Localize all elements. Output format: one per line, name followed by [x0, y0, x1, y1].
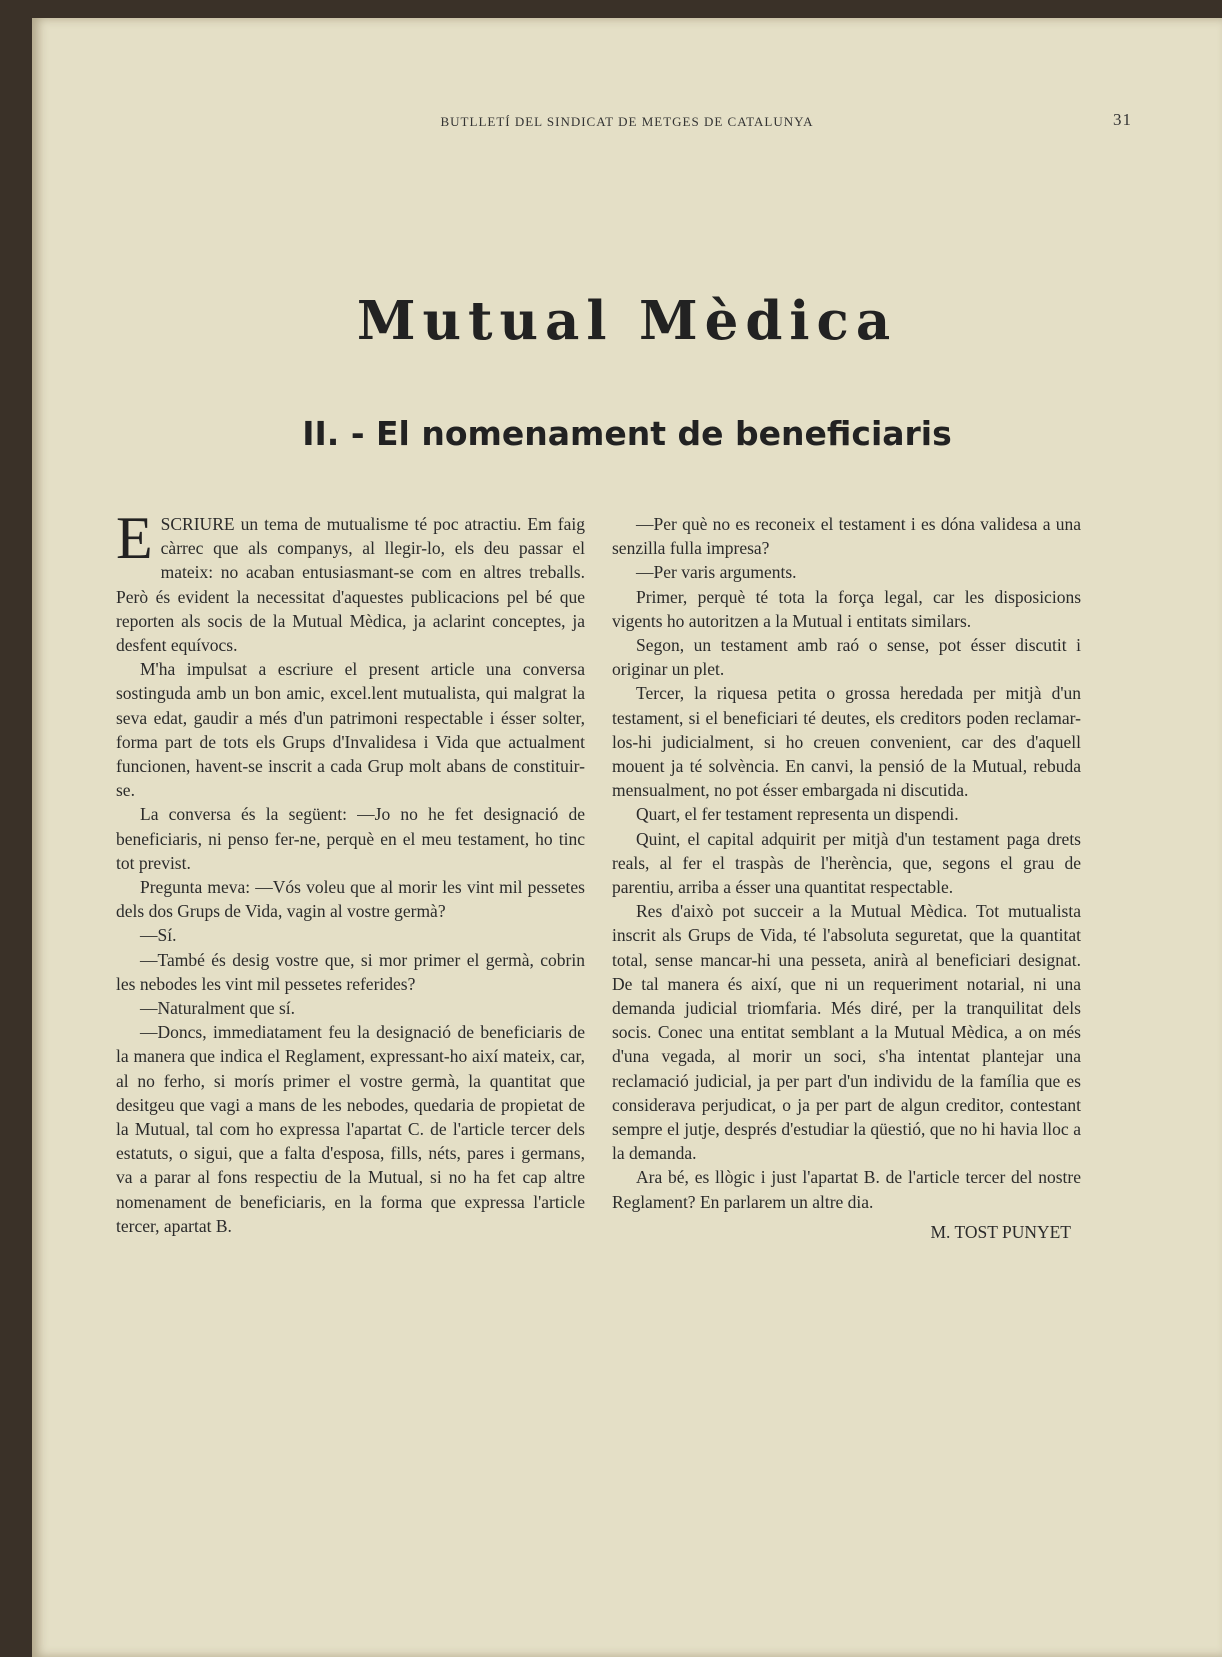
- drop-cap: E: [116, 505, 153, 571]
- left-column: [116, 505, 585, 1238]
- paragraph-text: SCRIURE un tema de mutualisme té poc atractiu. Em faig càrrec que als companys, al llegir-lo, els deu passar el mateix: no acaban entusiasmant-se com en altres treballs. Però és evident la necessitat d'aquestes publicacions pel bé que reporten als socis de la Mutual Mèdica, ja aclarint conceptes, ja desfent equívocs.: [116, 514, 585, 656]
- article-subtitle: II. - El nomenament de beneficiaris: [302, 414, 952, 453]
- paragraph: Primer, perquè té tota la força legal, car les disposicions vigents ho autoritzen a la Mutual i entitats similars.: [612, 586, 1081, 631]
- article-title: Mutual Mèdica: [356, 290, 898, 352]
- page-number: 31: [1113, 110, 1132, 129]
- running-title: BUTLLETÍ DEL SINDICAT DE METGES DE CATALUNYA: [440, 114, 814, 129]
- paragraph: Pregunta meva: —Vós voleu que al morir les vint mil pessetes dels dos Grups de Vida, vagin al vostre germà?: [116, 877, 585, 922]
- paragraph: Quart, el fer testament representa un dispendi.: [636, 804, 959, 825]
- paragraph: —Naturalment que sí.: [140, 998, 296, 1019]
- right-column: [612, 512, 1081, 1244]
- paragraph: Ara bé, es llògic i just l'apartat B. de l'article tercer del nostre Reglament? En parlarem un altre dia.: [612, 1167, 1081, 1212]
- paragraph: Quint, el capital adquirit per mitjà d'un testament paga drets reals, al fer el traspàs de l'herència, que, segons el grau de parentiu, arriba a ésser una quantitat respectable.: [612, 828, 1081, 898]
- paragraph: Segon, un testament amb raó o sense, pot ésser discutit i originar un plet.: [612, 635, 1081, 680]
- paragraph: —També és desig vostre que, si mor primer el germà, cobrin les nebodes les vint mil pessetes referides?: [116, 949, 585, 994]
- paragraph: La conversa és la següent: —Jo no he fet designació de beneficiaris, ni penso fer-ne, perquè en el meu testament, ho tinc tot previst.: [116, 804, 585, 873]
- page: [32, 18, 1222, 1657]
- paragraph: Res d'això pot succeir a la Mutual Mèdica. Tot mutualista inscrit als Grups de Vida, té l'absoluta seguretat, que la quantitat total, sense mancar-hi una pesseta, anirà al beneficiari designat. De tal manera és així, que ni un requeriment notarial, ni una demanda judicial triomfaria. Més diré, per la tranquilitat dels socis. Conec una entitat semblant a la Mutual Mèdica, a on més d'una vegada, al morir un soci, s'ha intentat plantejar una reclamació judicial, ja per part d'un individu de la família que es considerava perjudicat, o ja per part de algun creditor, contestant sempre el jutje, després d'estudiar la qüestió, que no hi havia lloc a la demanda.: [612, 901, 1081, 1164]
- paragraph: M'ha impulsat a escriure el present article una conversa sostinguda amb un bon amic, excel.lent mutualista, qui malgrat la seva edat, gaudir a més d'un patrimoni respectable i ésser solter, forma part de tots els Grups d'Invalidesa i Vida que actualment funcionen, havent-se inscrit a cada Grup molt abans de constituir-se.: [116, 659, 585, 801]
- paragraph: —Per varis arguments.: [636, 562, 797, 583]
- paragraph: —Per què no es reconeix el testament i es dóna validesa a una senzilla fulla impresa?: [612, 514, 1081, 559]
- author-signature: M. TOST PUNYET: [930, 1221, 1071, 1242]
- paragraph: —Sí.: [140, 925, 177, 946]
- paragraph: [116, 505, 585, 657]
- paragraph: Tercer, la riquesa petita o grossa heredada per mitjà d'un testament, si el beneficiari té deutes, els creditors poden reclamar-los-hi judicialment, si ho creuen convenient, car des d'aquell mouent ja té solvència. En canvi, la pensió de la Mutual, rebuda mensualment, no pot ésser embargada ni discutida.: [612, 683, 1081, 801]
- paragraph: —Doncs, immediatament feu la designació de beneficiaris de la manera que indica el Reglament, expressant-ho així mateix, car, al no ferho, si morís primer el vostre germà, la quantitat que desitgeu que vagi a mans de les nebodes, quedaria de propietat de la Mutual, tal com ho expressa l'apartat C. de l'article tercer dels estatuts, o sigui, que a falta d'esposa, fills, néts, pares i germans, va a parar al fons respectiu de la Mutual, si no ha fet cap altre nomenament de beneficiaris, en la forma que expressa l'article tercer, apartat B.: [116, 1022, 585, 1236]
